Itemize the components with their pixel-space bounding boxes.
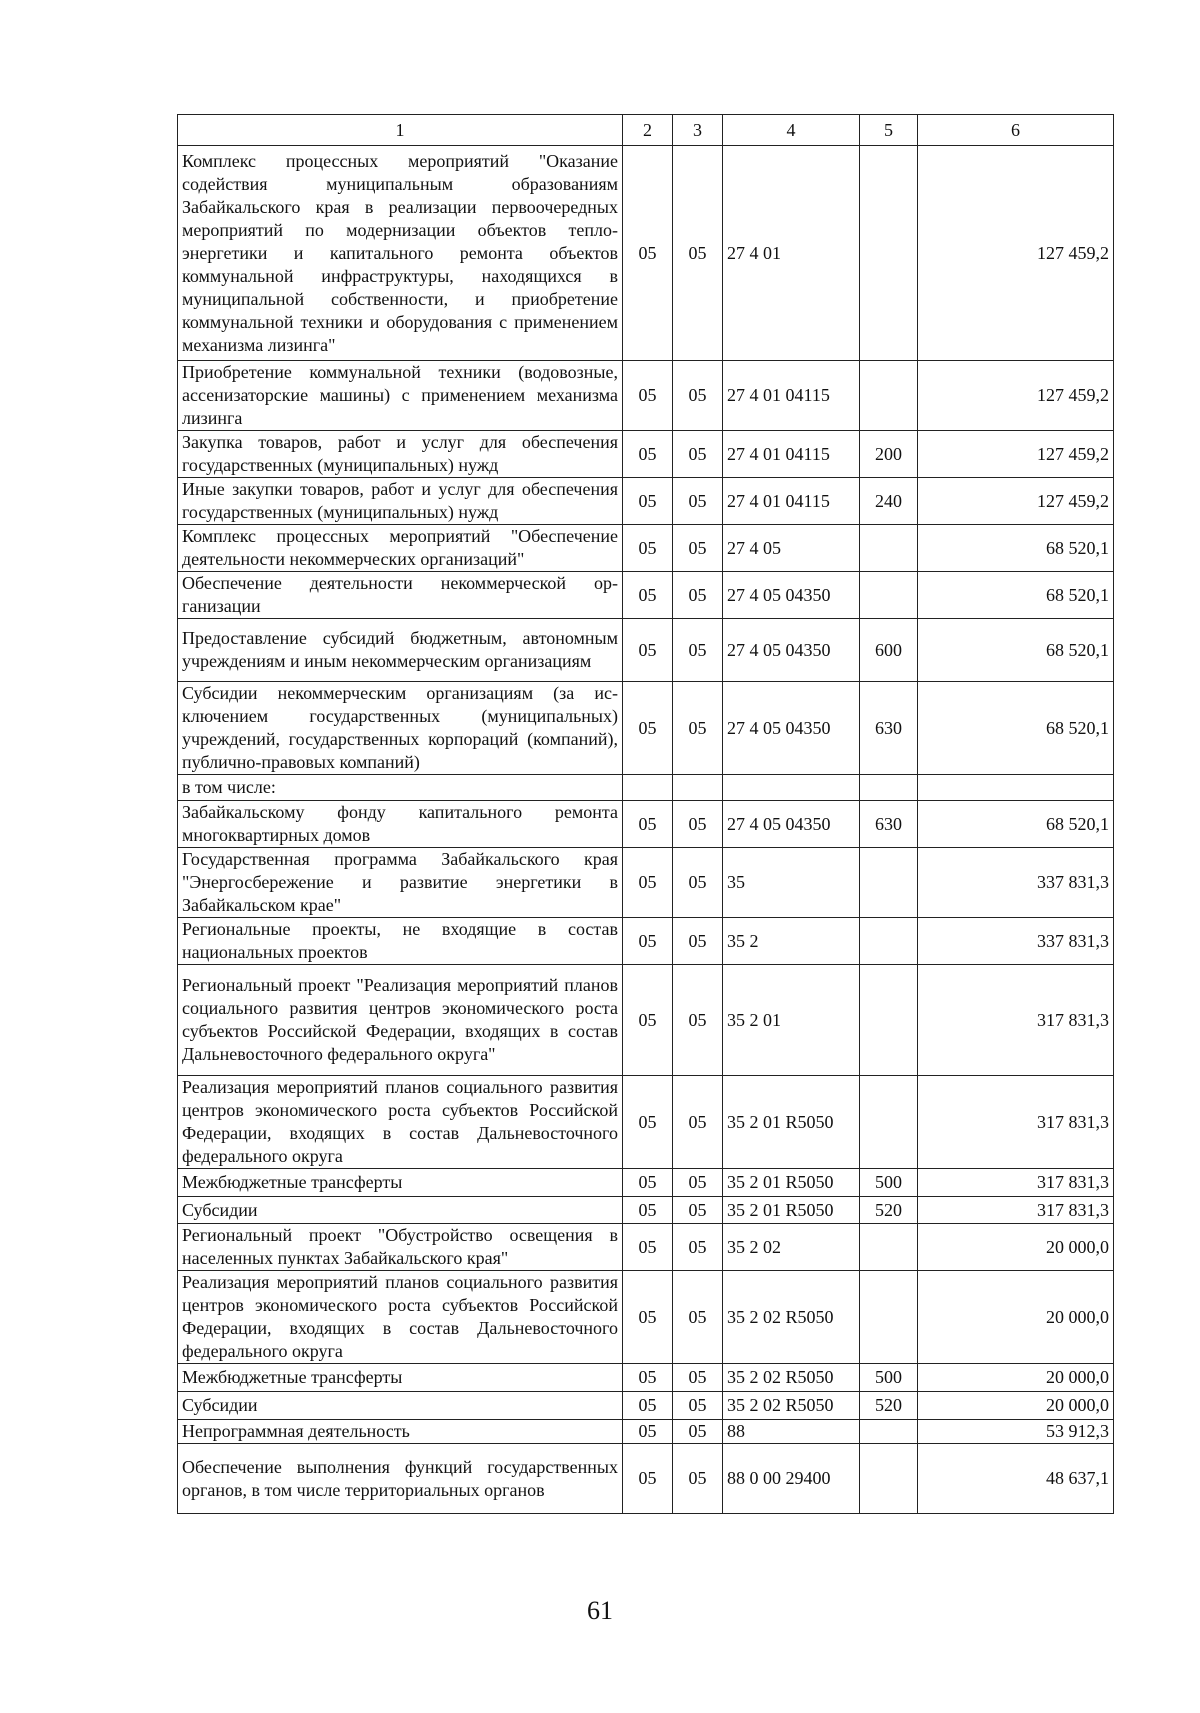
header-row xyxy=(178,115,1114,146)
row-name: Предоставление субсидий бюджетным, автономным учреждениям и иным некоммерческим организациям xyxy=(178,619,623,682)
col3-value: 05 xyxy=(673,848,723,918)
col2-value: 05 xyxy=(623,801,673,848)
col4-code: 35 2 02 R5050 xyxy=(723,1364,860,1392)
col4-code: 35 xyxy=(723,848,860,918)
col3-value: 05 xyxy=(673,361,723,431)
row-name: Приобретение коммунальной техники (водовозные, ассенизаторские машины) с применением механизма лизинга xyxy=(178,361,623,431)
col6-amount: 317 831,3 xyxy=(918,1076,1114,1169)
col6-amount: 68 520,1 xyxy=(918,801,1114,848)
col2-value: 05 xyxy=(623,1444,673,1514)
col2-value: 05 xyxy=(623,682,673,775)
header-cell-6: 6 xyxy=(918,115,1114,146)
header-cell-4: 4 xyxy=(723,115,860,146)
table-row xyxy=(178,525,1114,572)
row-name: Комплекс процессных мероприятий "Обеспечение деятельности некоммерческих организаций" xyxy=(178,525,623,572)
col6-amount: 20 000,0 xyxy=(918,1224,1114,1271)
col2-value: 05 xyxy=(623,1271,673,1364)
table-row xyxy=(178,1364,1114,1392)
col5-value: 500 xyxy=(860,1364,918,1392)
row-name: Субсидии xyxy=(178,1197,623,1224)
col3-value: 05 xyxy=(673,801,723,848)
row-name: Реализация мероприятий планов социального развития центров экономического роста субъектов Российской Федерации, входящих в состав Дальневосточного федерального округа xyxy=(178,1076,623,1169)
row-name: Забайкальскому фонду капитального ремонта многоквартирных домов xyxy=(178,801,623,848)
row-name: Непрограммная деятельность xyxy=(178,1420,623,1444)
table-row xyxy=(178,965,1114,1076)
col6-amount: 20 000,0 xyxy=(918,1271,1114,1364)
col6-amount: 68 520,1 xyxy=(918,682,1114,775)
col3-value: 05 xyxy=(673,1364,723,1392)
col4-code: 35 2 02 xyxy=(723,1224,860,1271)
table-row xyxy=(178,1420,1114,1444)
col5-value: 600 xyxy=(860,619,918,682)
col6-amount: 68 520,1 xyxy=(918,525,1114,572)
col5-value: 200 xyxy=(860,431,918,478)
col5-value: 630 xyxy=(860,682,918,775)
col6-amount: 337 831,3 xyxy=(918,918,1114,965)
col2-value: 05 xyxy=(623,965,673,1076)
col4-code: 88 xyxy=(723,1420,860,1444)
col5-value xyxy=(860,1444,918,1514)
table-row xyxy=(178,1271,1114,1364)
col6-amount xyxy=(918,775,1114,801)
table-row xyxy=(178,775,1114,801)
col3-value: 05 xyxy=(673,965,723,1076)
col2-value: 05 xyxy=(623,1392,673,1420)
row-name: Закупка товаров, работ и услуг для обеспечения государственных (муниципальных) нужд xyxy=(178,431,623,478)
col3-value: 05 xyxy=(673,146,723,361)
col4-code: 27 4 01 04115 xyxy=(723,478,860,525)
col6-amount: 317 831,3 xyxy=(918,965,1114,1076)
row-name: Обеспечение деятельности некоммерческой организации xyxy=(178,572,623,619)
table-row xyxy=(178,572,1114,619)
col5-value xyxy=(860,1271,918,1364)
row-name: Межбюджетные трансферты xyxy=(178,1364,623,1392)
col3-value: 05 xyxy=(673,478,723,525)
header-cell-2: 2 xyxy=(623,115,673,146)
table-row xyxy=(178,1197,1114,1224)
col3-value: 05 xyxy=(673,1392,723,1420)
col6-amount: 317 831,3 xyxy=(918,1197,1114,1224)
col3-value: 05 xyxy=(673,619,723,682)
col4-code: 27 4 05 04350 xyxy=(723,801,860,848)
col2-value: 05 xyxy=(623,478,673,525)
col6-amount: 127 459,2 xyxy=(918,361,1114,431)
col3-value: 05 xyxy=(673,1197,723,1224)
col4-code: 27 4 05 04350 xyxy=(723,572,860,619)
table-row xyxy=(178,1076,1114,1169)
col2-value: 05 xyxy=(623,848,673,918)
col5-value xyxy=(860,775,918,801)
col2-value: 05 xyxy=(623,1364,673,1392)
table-row xyxy=(178,682,1114,775)
col6-amount: 317 831,3 xyxy=(918,1169,1114,1197)
col6-amount: 127 459,2 xyxy=(918,431,1114,478)
row-name: Субсидии xyxy=(178,1392,623,1420)
table-row xyxy=(178,1444,1114,1514)
col3-value: 05 xyxy=(673,1076,723,1169)
col6-amount: 48 637,1 xyxy=(918,1444,1114,1514)
header-cell-3: 3 xyxy=(673,115,723,146)
col2-value: 05 xyxy=(623,1420,673,1444)
col5-value xyxy=(860,918,918,965)
col4-code: 27 4 05 04350 xyxy=(723,619,860,682)
col5-value xyxy=(860,848,918,918)
col4-code: 35 2 01 R5050 xyxy=(723,1169,860,1197)
col4-code: 35 2 02 R5050 xyxy=(723,1271,860,1364)
col4-code: 27 4 01 04115 xyxy=(723,361,860,431)
col3-value: 05 xyxy=(673,525,723,572)
row-name: Региональный проект "Обустройство освещения в населенных пунктах Забайкальского края" xyxy=(178,1224,623,1271)
col6-amount: 53 912,3 xyxy=(918,1420,1114,1444)
table-body xyxy=(178,115,1114,1514)
table-row xyxy=(178,619,1114,682)
col4-code: 35 2 02 R5050 xyxy=(723,1392,860,1420)
table-row xyxy=(178,146,1114,361)
col4-code: 27 4 01 xyxy=(723,146,860,361)
col6-amount: 127 459,2 xyxy=(918,478,1114,525)
col2-value: 05 xyxy=(623,146,673,361)
col3-value: 05 xyxy=(673,1420,723,1444)
col3-value: 05 xyxy=(673,1271,723,1364)
col5-value xyxy=(860,1224,918,1271)
row-name: Региональные проекты, не входящие в состав национальных проектов xyxy=(178,918,623,965)
row-name: Комплекс процессных мероприятий "Оказание содействия муниципальным образованиям Забайкальского края в реализации первоочередных мероприятий по модернизации объектов теплоэнергетики и капитального ремонта объектов коммунальной инфраструктуры, находящихся в муниципальной собственности, и приобретение коммунальной техники и оборудования с применением механизма лизинга" xyxy=(178,146,623,361)
col5-value xyxy=(860,965,918,1076)
col5-value xyxy=(860,1076,918,1169)
col4-code: 35 2 01 R5050 xyxy=(723,1197,860,1224)
col4-code: 27 4 05 xyxy=(723,525,860,572)
col6-amount: 68 520,1 xyxy=(918,619,1114,682)
table-row xyxy=(178,801,1114,848)
col4-code: 88 0 00 29400 xyxy=(723,1444,860,1514)
col3-value: 05 xyxy=(673,918,723,965)
col2-value: 05 xyxy=(623,1224,673,1271)
row-name: Обеспечение выполнения функций государственных органов, в том числе территориальных органов xyxy=(178,1444,623,1514)
col2-value: 05 xyxy=(623,1076,673,1169)
header-cell-5: 5 xyxy=(860,115,918,146)
col2-value: 05 xyxy=(623,619,673,682)
row-name: Межбюджетные трансферты xyxy=(178,1169,623,1197)
table-row xyxy=(178,918,1114,965)
col6-amount: 68 520,1 xyxy=(918,572,1114,619)
row-name: Субсидии некоммерческим организациям (за исключением государственных (муниципальных) учреждений, государственных корпораций (компаний), публично-правовых компаний) xyxy=(178,682,623,775)
table-row xyxy=(178,361,1114,431)
col4-code: 27 4 01 04115 xyxy=(723,431,860,478)
col5-value xyxy=(860,572,918,619)
col3-value: 05 xyxy=(673,1444,723,1514)
table-row xyxy=(178,1224,1114,1271)
col3-value: 05 xyxy=(673,1224,723,1271)
col2-value: 05 xyxy=(623,572,673,619)
col4-code: 35 2 01 R5050 xyxy=(723,1076,860,1169)
col5-value: 500 xyxy=(860,1169,918,1197)
table-row xyxy=(178,848,1114,918)
col6-amount: 127 459,2 xyxy=(918,146,1114,361)
col4-code xyxy=(723,775,860,801)
table-row xyxy=(178,431,1114,478)
col2-value: 05 xyxy=(623,918,673,965)
col2-value: 05 xyxy=(623,1169,673,1197)
col4-code: 35 2 01 xyxy=(723,965,860,1076)
col5-value: 520 xyxy=(860,1197,918,1224)
col6-amount: 337 831,3 xyxy=(918,848,1114,918)
col5-value: 630 xyxy=(860,801,918,848)
col6-amount: 20 000,0 xyxy=(918,1392,1114,1420)
col5-value xyxy=(860,525,918,572)
header-cell-1: 1 xyxy=(178,115,623,146)
col4-code: 35 2 xyxy=(723,918,860,965)
col2-value: 05 xyxy=(623,431,673,478)
col2-value xyxy=(623,775,673,801)
col6-amount: 20 000,0 xyxy=(918,1364,1114,1392)
col5-value: 240 xyxy=(860,478,918,525)
col3-value: 05 xyxy=(673,572,723,619)
row-name: Государственная программа Забайкальского края "Энергосбережение и развитие энергетики в Забайкальском крае" xyxy=(178,848,623,918)
col5-value xyxy=(860,146,918,361)
col3-value xyxy=(673,775,723,801)
row-name: Иные закупки товаров, работ и услуг для обеспечения государственных (муниципальных) нужд xyxy=(178,478,623,525)
table-row xyxy=(178,1169,1114,1197)
row-name: Региональный проект "Реализация мероприятий планов социального развития центров экономического роста субъектов Российской Федерации, входящих в состав Дальневосточного федерального округа" xyxy=(178,965,623,1076)
budget-table xyxy=(177,114,1114,1514)
col5-value: 520 xyxy=(860,1392,918,1420)
col5-value xyxy=(860,1420,918,1444)
col5-value xyxy=(860,361,918,431)
table-row xyxy=(178,478,1114,525)
col3-value: 05 xyxy=(673,682,723,775)
table-row xyxy=(178,1392,1114,1420)
col2-value: 05 xyxy=(623,361,673,431)
col4-code: 27 4 05 04350 xyxy=(723,682,860,775)
col2-value: 05 xyxy=(623,525,673,572)
col2-value: 05 xyxy=(623,1197,673,1224)
col3-value: 05 xyxy=(673,1169,723,1197)
page-number: 61 xyxy=(587,1596,613,1625)
row-name: Реализация мероприятий планов социального развития центров экономического роста субъектов Российской Федерации, входящих в состав Дальневосточного федерального округа xyxy=(178,1271,623,1364)
col3-value: 05 xyxy=(673,431,723,478)
row-name: в том числе: xyxy=(178,775,623,801)
